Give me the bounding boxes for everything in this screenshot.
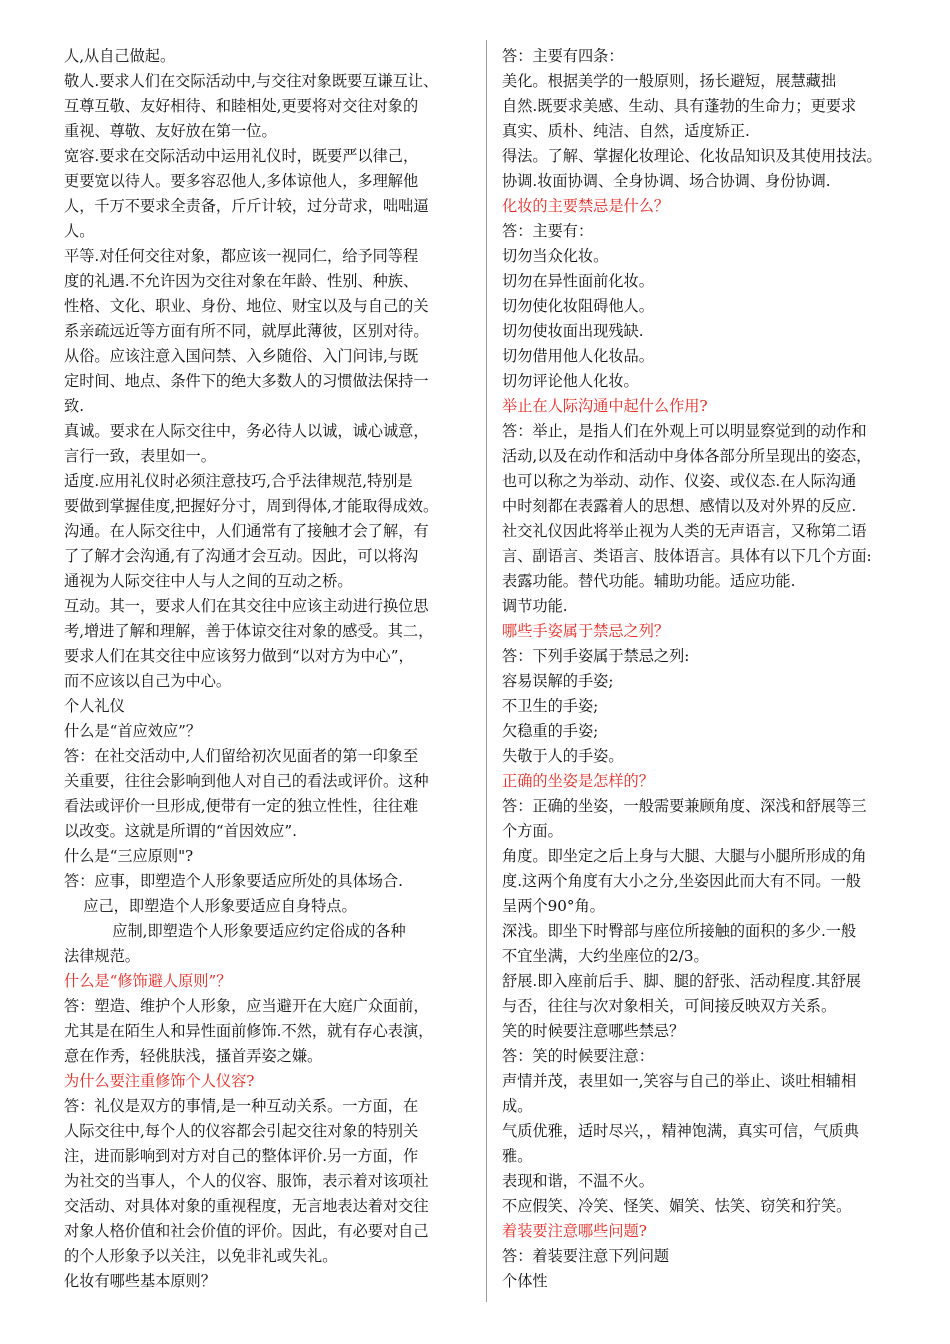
left-text-column bbox=[64, 44, 474, 1294]
text-line: 考,增进了解和理解，善于体谅交往对象的感受。其二， bbox=[64, 622, 434, 640]
text-line: 答：举止，是指人们在外观上可以明显察觉到的动作和 bbox=[502, 422, 867, 440]
text-line: 尤其是在陌生人和异性面前修饰.不然，就有存心表演， bbox=[64, 1022, 434, 1040]
text-line: 舒展.即入座前后手、脚、腿的舒张、活动程度.其舒展 bbox=[502, 972, 861, 990]
text-line: 个方面。 bbox=[502, 822, 563, 840]
text-line: 表露功能。替代功能。辅助功能。适应功能. bbox=[502, 572, 796, 590]
text-line: 答：塑造、维护个人形象，应当避开在大庭广众面前， bbox=[64, 997, 429, 1015]
text-line: 宽容.要求在交际活动中运用礼仪时，既要严以律己， bbox=[64, 147, 419, 165]
text-line: 人。 bbox=[64, 222, 95, 240]
text-line: 自然.既要求美感、生动、具有蓬勃的生命力；更要求 bbox=[502, 97, 857, 115]
text-line: 人，千万不要求全责备，斤斤计较，过分苛求，咄咄逼 bbox=[64, 197, 429, 215]
text-line: 定时间、地点、条件下的绝大多数人的习惯做法保持一 bbox=[64, 372, 429, 390]
question-heading: 哪些手姿属于禁忌之列？ bbox=[502, 622, 670, 640]
text-line: 人际交往中,每个人的仪容都会引起交往对象的特别关 bbox=[64, 1122, 419, 1140]
text-line: 什么是“三应原则"? bbox=[64, 847, 194, 865]
question-heading: 正确的坐姿是怎样的？ bbox=[502, 772, 654, 790]
text-line: 社交礼仪因此将举止视为人类的无声语言，又称第二语 bbox=[502, 522, 867, 540]
text-line: 看法或评价一旦形成,便带有一定的独立性性，往往难 bbox=[64, 797, 419, 815]
text-line: 交活动、对具体对象的重视程度，无言地表达着对交往 bbox=[64, 1197, 429, 1215]
text-line: 表现和谐，不温不火。 bbox=[502, 1172, 654, 1190]
text-line: 适度.应用礼仪时必须注意技巧,合乎法律规范,特别是 bbox=[64, 472, 413, 490]
text-line: 重视、尊敬、友好放在第一位。 bbox=[64, 122, 277, 140]
question-heading: 着装要注意哪些问题? bbox=[502, 1222, 647, 1240]
text-line: 要做到掌握佳度,把握好分寸，周到得体,才能取得成效。 bbox=[64, 497, 439, 515]
text-line: 切勿使化妆阻碍他人。 bbox=[502, 297, 654, 315]
text-line: 沟通。在人际交往中，人们通常有了接触才会了解，有 bbox=[64, 522, 429, 540]
text-line: 成。 bbox=[502, 1097, 533, 1115]
question-heading: 举止在人际沟通中起什么作用? bbox=[502, 397, 708, 415]
text-line: 答：应事，即塑造个人形象要适应所处的具体场合. bbox=[64, 872, 403, 890]
text-line: 得法。了解、掌握化妆理论、化妆品知识及其使用技法。 bbox=[502, 147, 882, 165]
text-line: 性格、文化、职业、身份、地位、财宝以及与自己的关 bbox=[64, 297, 429, 315]
text-line: 答：着装要注意下列问题 bbox=[502, 1247, 670, 1265]
text-line: 调节功能. bbox=[502, 597, 568, 615]
text-line: 答：正确的坐姿，一般需要兼顾角度、深浅和舒展等三 bbox=[502, 797, 867, 815]
text-line: 的个人形象予以关注，以免非礼或失礼。 bbox=[64, 1247, 338, 1265]
text-line: 切勿借用他人化妆品。 bbox=[502, 347, 654, 365]
text-line: 什么是“首应效应”？ bbox=[64, 722, 202, 740]
text-line: 个体性 bbox=[502, 1272, 548, 1290]
text-line: 答：礼仪是双方的事情,是一种互动关系。一方面，在 bbox=[64, 1097, 419, 1115]
question-heading: 化妆的主要禁忌是什么？ bbox=[502, 197, 670, 215]
text-line: 言、副语言、类语言、肢体语言。具体有以下几个方面: bbox=[502, 547, 872, 565]
text-line: 切勿当众化妆。 bbox=[502, 247, 609, 265]
text-line: 平等.对任何交往对象，都应该一视同仁，给予同等程 bbox=[64, 247, 419, 265]
text-line: 注，进而影响到对方对自己的整体评价.另一方面，作 bbox=[64, 1147, 419, 1165]
text-line: 致. bbox=[64, 397, 85, 415]
text-line: 度的礼遇.不允许因为交往对象在年龄、性别、种族、 bbox=[64, 272, 419, 290]
text-line: 切勿在异性面前化妆。 bbox=[502, 272, 654, 290]
question-heading: 为什么要注重修饰个人仪容? bbox=[64, 1072, 255, 1090]
text-line: 答：在社交活动中,人们留给初次见面者的第一印象至 bbox=[64, 747, 419, 765]
text-line: 笑的时候要注意哪些禁忌？ bbox=[502, 1022, 685, 1040]
text-line: 欠稳重的手姿; bbox=[502, 722, 599, 740]
text-line: 与否，往往与次对象相关，可间接反映双方关系。 bbox=[502, 997, 837, 1015]
text-line: 对象人格价值和社会价值的评价。因此，有必要对自己 bbox=[64, 1222, 429, 1240]
text-line: 美化。根据美学的一般原则，扬长避短，展慧藏拙 bbox=[502, 72, 837, 90]
text-line: 不卫生的手姿; bbox=[502, 697, 599, 715]
right-text-column bbox=[502, 44, 912, 1294]
text-line: 活动,以及在动作和活动中身体各部分所呈现出的姿态， bbox=[502, 447, 872, 465]
text-line: 协调.妆面协调、全身协调、场合协调、身份协调. bbox=[502, 172, 831, 190]
text-line: 不宜坐满，大约坐座位的2/3。 bbox=[502, 947, 709, 965]
text-line: 更要宽以待人。要多容忍他人,多体谅他人，多理解他 bbox=[64, 172, 419, 190]
text-line: 切勿评论他人化妆。 bbox=[502, 372, 639, 390]
text-line: 互动。其一，要求人们在其交往中应该主动进行换位思 bbox=[64, 597, 429, 615]
text-line: 度.这两个角度有大小之分,坐姿因此而大有不同。一般 bbox=[502, 872, 861, 890]
text-line: 法律规范。 bbox=[64, 947, 140, 965]
text-line: 呈两个90°角。 bbox=[502, 897, 605, 915]
text-line: 深浅。即坐下时臀部与座位所接触的面积的多少.一般 bbox=[502, 922, 857, 940]
text-line: 为社交的当事人，个人的仪容、服饰，表示着对该项社 bbox=[64, 1172, 429, 1190]
column-divider bbox=[486, 40, 487, 1302]
text-line: 以改变。这就是所谓的“首因效应”. bbox=[64, 822, 297, 840]
text-line: 应己，即塑造个人形象要适应自身特点。 bbox=[64, 897, 357, 915]
text-line: 真诚。要求在人际交往中，务必待人以诚，诚心诚意， bbox=[64, 422, 429, 440]
text-line: 言行一致，表里如一。 bbox=[64, 447, 216, 465]
text-line: 而不应该以自己为中心。 bbox=[64, 672, 232, 690]
question-heading: 什么是“修饰避人原则”？ bbox=[64, 972, 232, 990]
text-line: 关重要，往往会影响到他人对自己的看法或评价。这种 bbox=[64, 772, 429, 790]
text-line: 从俗。应该注意入国问禁、入乡随俗、入门问讳,与既 bbox=[64, 347, 419, 365]
text-line: 意在作秀，轻佻肤浅，搔首弄姿之嫌。 bbox=[64, 1047, 323, 1065]
text-line: 气质优雅，适时尽兴，，精神饱满，真实可信，气质典 bbox=[502, 1122, 859, 1140]
text-line: 角度。即坐定之后上身与大腿、大腿与小腿所形成的角 bbox=[502, 847, 867, 865]
text-line: 答：主要有： bbox=[502, 222, 594, 240]
text-line: 互尊互敬、友好相待、和睦相处,更要将对交往对象的 bbox=[64, 97, 419, 115]
text-line: 应制,即塑造个人形象要适应约定俗成的各种 bbox=[64, 922, 406, 940]
text-line: 要求人们在其交往中应该努力做到“以对方为中心”， bbox=[64, 647, 414, 665]
text-line: 敬人.要求人们在交际活动中,与交往对象既要互谦互让、 bbox=[64, 72, 439, 90]
text-line: 了了解才会沟通,有了沟通才会互动。因此，可以将沟 bbox=[64, 547, 419, 565]
text-line: 答：下列手姿属于禁忌之列: bbox=[502, 647, 690, 665]
text-line: 不应假笑、冷笑、怪笑、媚笑、怯笑、窃笑和狞笑。 bbox=[502, 1197, 852, 1215]
text-line: 人,从自己做起。 bbox=[64, 47, 176, 65]
text-line: 真实、质朴、纯洁、自然，适度矫正. bbox=[502, 122, 750, 140]
text-line: 也可以称之为举动、动作、仪姿、或仪态.在人际沟通 bbox=[502, 472, 857, 490]
text-line: 容易误解的手姿; bbox=[502, 672, 614, 690]
text-line: 切勿使妆面出现残缺. bbox=[502, 322, 644, 340]
text-line: 答：主要有四条： bbox=[502, 47, 624, 65]
text-line: 化妆有哪些基本原则？ bbox=[64, 1272, 216, 1290]
text-line: 通视为人际交往中人与人之间的互动之桥。 bbox=[64, 572, 353, 590]
text-line: 失敬于人的手姿。 bbox=[502, 747, 624, 765]
text-line: 答：笑的时候要注意： bbox=[502, 1047, 654, 1065]
text-line: 声情并茂，表里如一,笑容与自己的举止、谈吐相辅相 bbox=[502, 1072, 857, 1090]
text-line: 个人礼仪 bbox=[64, 697, 125, 715]
text-line: 系亲疏远近等方面有所不同，就厚此薄彼，区别对待。 bbox=[64, 322, 429, 340]
text-line: 中时刻都在表露着人的思想、感情以及对外界的反应. bbox=[502, 497, 857, 515]
text-line: 雅。 bbox=[502, 1147, 533, 1165]
